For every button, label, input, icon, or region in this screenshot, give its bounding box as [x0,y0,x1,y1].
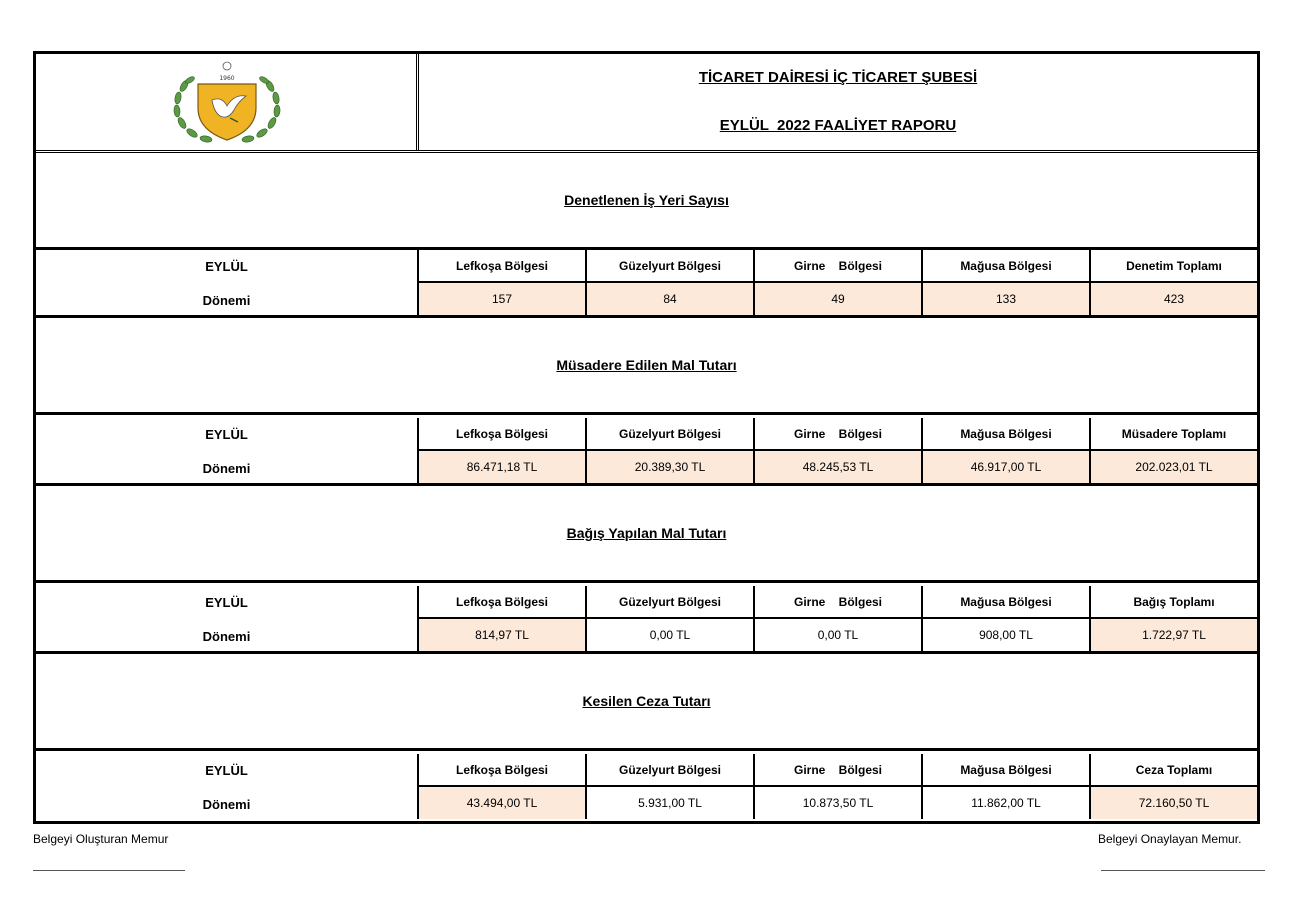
value-cell: 48.245,53 TL [755,451,923,483]
value-cell: 84 [587,283,755,315]
value-cell: 814,97 TL [419,619,587,651]
value-cell: 20.389,30 TL [587,451,755,483]
column-header: Girne Bölgesi [755,250,923,283]
data-block-donation [36,586,1257,654]
period-label: Dönemi [202,293,251,308]
data-block-confiscation [36,418,1257,486]
value-cell: 202.023,01 TL [1091,451,1257,483]
column-header: Mağusa Bölgesi [923,754,1091,787]
period-month: EYLÜL [205,427,248,442]
period-month: EYLÜL [205,259,248,274]
value-cell: 908,00 TL [923,619,1091,651]
period-cell [36,250,419,315]
period-label: Dönemi [202,629,251,644]
svg-text:1960: 1960 [219,75,235,82]
period-label: Dönemi [202,797,251,812]
column-header: Mağusa Bölgesi [923,418,1091,451]
value-cell: 72.160,50 TL [1091,787,1257,819]
section-title: Kesilen Ceza Tutarı [36,654,1257,751]
section-title: Müsadere Edilen Mal Tutarı [36,318,1257,415]
column-header: Güzelyurt Bölgesi [587,586,755,619]
section-title: Bağış Yapılan Mal Tutarı [36,486,1257,583]
period-cell [36,754,419,819]
value-cell: 46.917,00 TL [923,451,1091,483]
report-title: TİCARET DAİRESİ İÇ TİCARET ŞUBESİ [698,69,978,86]
value-cell: 1.722,97 TL [1091,619,1257,651]
column-header: Girne Bölgesi [755,586,923,619]
column-header: Ceza Toplamı [1091,754,1257,787]
column-header: Mağusa Bölgesi [923,250,1091,283]
column-header: Girne Bölgesi [755,418,923,451]
value-cell: 11.862,00 TL [923,787,1091,819]
data-block-fines [36,754,1257,822]
period-month: EYLÜL [205,763,248,778]
period-label: Dönemi [202,461,251,476]
column-header: Lefkoşa Bölgesi [419,250,587,283]
value-cell: 49 [755,283,923,315]
value-cell: 423 [1091,283,1257,315]
value-cell: 5.931,00 TL [587,787,755,819]
column-header: Lefkoşa Bölgesi [419,586,587,619]
value-cell: 157 [419,283,587,315]
emblem-cell [36,54,419,150]
column-header: Lefkoşa Bölgesi [419,754,587,787]
activity-report [33,51,1260,824]
value-cell: 133 [923,283,1091,315]
report-header [36,54,1257,152]
creator-signature-label: Belgeyi Oluşturan Memur [33,832,169,846]
column-header: Bağış Toplamı [1091,586,1257,619]
column-header: Güzelyurt Bölgesi [587,250,755,283]
value-cell: 43.494,00 TL [419,787,587,819]
period-cell [36,586,419,651]
column-header: Güzelyurt Bölgesi [587,754,755,787]
title-cell [419,54,1257,150]
column-header: Müsadere Toplamı [1091,418,1257,451]
approver-signature-label: Belgeyi Onaylayan Memur. [1098,832,1242,846]
value-cell: 86.471,18 TL [419,451,587,483]
report-subtitle: EYLÜL 2022 FAALİYET RAPORU [719,117,957,134]
value-cell: 0,00 TL [755,619,923,651]
column-header: Lefkoşa Bölgesi [419,418,587,451]
period-month: EYLÜL [205,595,248,610]
column-header: Girne Bölgesi [755,754,923,787]
value-cell: 10.873,50 TL [755,787,923,819]
creator-signature-line [33,870,185,871]
column-header: Mağusa Bölgesi [923,586,1091,619]
column-header: Güzelyurt Bölgesi [587,418,755,451]
coat-of-arms-icon [164,56,290,148]
section-title: Denetlenen İş Yeri Sayısı [36,153,1257,250]
data-block-inspections [36,250,1257,318]
approver-signature-line [1101,870,1265,871]
period-cell [36,418,419,483]
value-cell: 0,00 TL [587,619,755,651]
column-header: Denetim Toplamı [1091,250,1257,283]
